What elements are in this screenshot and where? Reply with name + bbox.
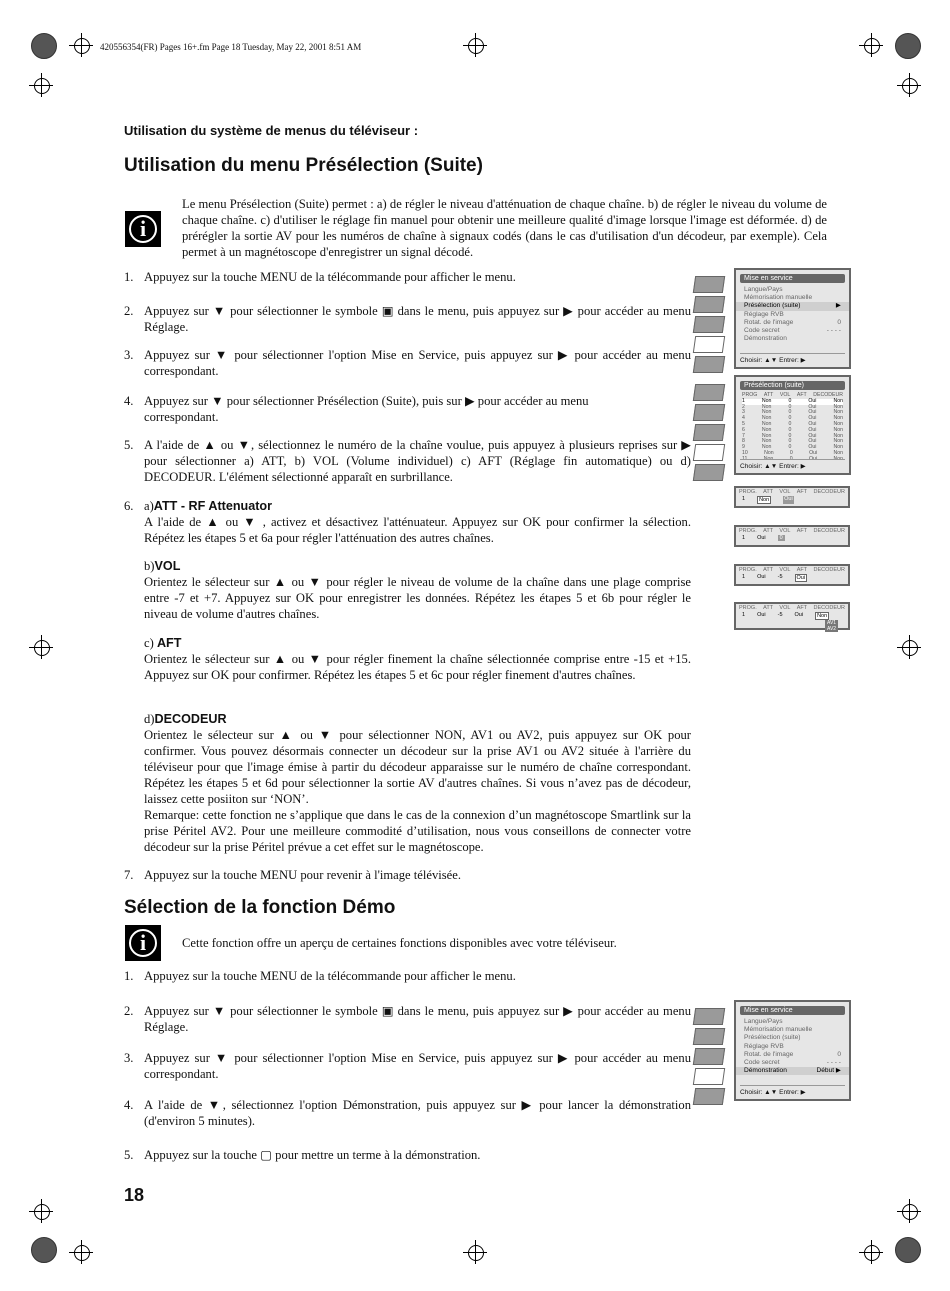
channel-cell: Non	[833, 420, 843, 427]
aft-bar: PROG. ATT VOL AFT DECODEUR 1 Oui -5 Oui	[734, 564, 850, 586]
channel-cell: Non	[833, 455, 843, 462]
channel-table	[736, 393, 849, 463]
picture-tab-icon	[693, 384, 725, 401]
sub-aft: c) AFT Orientez le sélecteur sur ▲ ou ▼ pour régler finement la chaîne sélectionnée comprise entre -15 et +15. Appuyez sur OK pour confirmer. Répétez les étapes 5 et 6c pour régler finement d'autres chaînes.	[144, 636, 691, 682]
info-icon: i	[125, 211, 161, 247]
channel-table-header: PROG ATT VOL AFT DECODEUR	[742, 392, 843, 398]
menu-item: Code secret - - - -	[744, 1059, 841, 1067]
registration-mark-icon	[902, 640, 918, 656]
registration-mark-icon	[468, 1245, 484, 1261]
channel-cell: Non	[761, 444, 772, 451]
menu-item: Mémorisation manuelle	[744, 1026, 813, 1034]
channel-cell: 3	[742, 409, 745, 416]
channel-cell: Oui	[809, 449, 818, 456]
menu-item: Mémorisation manuelle	[744, 294, 813, 302]
sound-tab-icon	[693, 1028, 725, 1045]
channel-cell: 4	[742, 415, 745, 422]
channel-cell: Non	[833, 432, 843, 439]
menu-item-selected: Présélection (suite) ▶	[736, 302, 849, 310]
channel-cell: 1	[742, 397, 745, 404]
menu-item-selected: Démonstration Début ▶	[736, 1067, 849, 1075]
menu-item: Langue/Pays	[744, 286, 783, 293]
channel-cell: Non	[833, 415, 843, 422]
channel-cell: Non	[761, 432, 772, 439]
teletext-tab-icon	[693, 1088, 725, 1105]
menu-footer: Choisir: ▲▼ Entrer: ▶	[740, 353, 845, 364]
teletext-tab-icon	[693, 464, 725, 481]
sound-tab-icon	[693, 404, 725, 421]
channel-cell: 0	[789, 449, 793, 456]
section-label: Utilisation du système de menus du téléviseur :	[124, 123, 419, 138]
menu-setup-demo-panel	[734, 1000, 851, 1101]
menu-footer: Choisir: ▲▼ Entrer: ▶	[740, 1085, 845, 1096]
file-header-meta: 420556354(FR) Pages 16+.fm Page 18 Tuesday, May 22, 2001 8:51 AM	[100, 42, 362, 52]
channel-cell: 7	[742, 432, 745, 439]
registration-mark-icon	[864, 38, 880, 54]
channel-cell: Oui	[808, 438, 817, 445]
channel-cell: 0	[788, 438, 792, 445]
channel-cell: Non	[833, 397, 843, 404]
channel-cell: 0	[788, 426, 792, 433]
preselection-panel	[734, 375, 851, 475]
step-7: 7. Appuyez sur la touche MENU pour revenir à l'image télévisée.	[124, 868, 462, 882]
channel-cell: Oui	[808, 455, 818, 462]
channel-cell: Oui	[808, 397, 817, 404]
channel-cell: 2	[742, 403, 745, 410]
sub-vol: b)VOL Orientez le sélecteur sur ▲ ou ▼ pour régler le niveau de volume de la chaîne dans une plage comprise entre -7 et +7. Appuyez sur OK pour enregistrer les données. Répétez les étapes 5 et 6b pour régler le niveau de volume d'autres chaînes.	[144, 559, 691, 621]
page-number: 18	[124, 1185, 145, 1205]
channel-cell: Non	[833, 403, 843, 410]
channel-cell: Non	[833, 444, 843, 451]
menu-item: Présélection (suite)	[744, 1034, 801, 1042]
menu-item: Code secret - - - -	[744, 327, 841, 335]
registration-mark-icon	[34, 1204, 50, 1220]
channel-rows	[742, 399, 843, 463]
channel-cell: 0	[788, 444, 792, 451]
channel-cell: 0	[788, 420, 792, 427]
channel-cell: Non	[833, 409, 843, 416]
registration-mark-icon	[74, 38, 90, 54]
channel-cell: Non	[761, 397, 772, 404]
features-tab-icon	[693, 424, 725, 441]
sub-att: a)ATT - RF Attenuator A l'aide de ▲ ou ▼ , activez et désactivez l'atténuateur. Appuyez sur OK pour confirmer la sélection. Répétez les étapes 5 et 6a pour régler l'atténuation des autres chaînes.	[144, 499, 691, 545]
demo-step-4: 4. A l'aide de ▼, sélectionnez l'option Démonstration, puis appuyez sur ▶ pour lancer la démonstration (d'environ 5 minutes).	[124, 1098, 691, 1128]
features-tab-icon	[693, 1048, 725, 1065]
demo-step-5: 5. Appuyez sur la touche ▢ pour mettre un terme à la démonstration.	[124, 1148, 481, 1162]
channel-cell: 0	[788, 415, 792, 422]
channel-cell: 9	[742, 444, 745, 451]
channel-cell: Oui	[808, 426, 817, 433]
picture-tab-icon	[693, 1008, 725, 1025]
menu-title: Présélection (suite)	[740, 381, 845, 390]
channel-cell: Non	[833, 449, 843, 456]
channel-cell: Non	[833, 438, 843, 445]
channel-cell: 8	[742, 438, 745, 445]
channel-cell: Oui	[808, 432, 817, 439]
channel-cell: Non	[761, 415, 772, 422]
demo-step-1: 1. Appuyez sur la touche MENU de la télécommande pour afficher le menu.	[124, 969, 516, 983]
setup-tab-icon	[693, 444, 725, 461]
menu-item: Langue/Pays	[744, 1018, 783, 1025]
menu-item: Rotat. de l'image 0	[744, 1050, 841, 1058]
menu-setup-panel	[734, 268, 851, 369]
teletext-tab-icon	[693, 356, 725, 373]
channel-cell: 10	[742, 449, 748, 456]
menu-title: Mise en service	[740, 1006, 845, 1015]
decodeur-bar: PROG. ATT VOL AFT DECODEUR 1 Oui -5 Oui Non AV1 AV2	[734, 602, 850, 630]
vol-bar: PROG. ATT VOL AFT DECODEUR 1 Oui 0	[734, 525, 850, 547]
channel-cell: Non	[761, 426, 772, 433]
step-5: 5. A l'aide de ▲ ou ▼, sélectionnez le numéro de la chaîne voulue, puis appuyez à plusieurs reprises sur ▶ pour sélectionner a) ATT, b) VOL (Volume individuel) c) AFT (Réglage fin automatique) ou d) DECODEUR. L'élément sélectionné apparaît en surbrillance.	[124, 438, 691, 484]
menu-footer: Choisir: ▲▼ Entrer: ▶	[740, 459, 845, 470]
menu-tabs	[694, 1008, 724, 1108]
channel-cell: Oui	[808, 409, 817, 416]
channel-cell: 0	[788, 409, 792, 416]
menu-tabs	[694, 276, 724, 376]
channel-cell: Non	[764, 449, 774, 456]
info-icon: i	[125, 925, 161, 961]
channel-cell: 6	[742, 426, 745, 433]
menu-item: Démonstration	[744, 335, 787, 343]
crop-mark-icon	[895, 1237, 921, 1263]
setup-tab-icon	[693, 336, 725, 353]
channel-cell: Non	[761, 403, 772, 410]
registration-mark-icon	[34, 640, 50, 656]
picture-tab-icon	[693, 276, 725, 293]
channel-cell: Non	[761, 420, 772, 427]
channel-cell: 11	[742, 455, 748, 462]
registration-mark-icon	[864, 1245, 880, 1261]
sub-decodeur: d)DECODEUR Orientez le sélecteur sur ▲ ou ▼ pour sélectionner NON, AV1 ou AV2, puis appuyez sur OK pour confirmer. Vous pouvez désormais connecter un décodeur sur la prise AV1 ou AV2 située à l'arrière du téléviseur pour que l'image émise à partir du décodeur apparaisse sur le numéro de chaîne correspondant. Répétez les étapes 5 et 6d pour sélectionner la sortie AV d'autres chaînes. Si vous n’avez pas de décodeur, laissez cette posiiton sur ‘NON’. Remarque: cette fonction ne s’applique que dans le cas de la connexion d’un magnétoscope Smartlink sur la prise Péritel AV2. Pour une meilleure commodité d’utilisation, nous vous conseillons de connecter votre décodeur sur la prise Péritel prévue a cet effet sur le magnétoscope.	[144, 712, 691, 854]
menu-tabs	[694, 384, 724, 484]
preselection-heading: Utilisation du menu Présélection (Suite)	[124, 155, 483, 176]
step-2: 2. Appuyez sur ▼ pour sélectionner le symbole ▣ dans le menu, puis appuyez sur ▶ pour accéder au menu Réglage.	[124, 304, 691, 334]
channel-cell: 0	[788, 403, 792, 410]
channel-cell: Oui	[808, 444, 817, 451]
crop-mark-icon	[31, 1237, 57, 1263]
channel-cell: Oui	[808, 415, 817, 422]
registration-mark-icon	[74, 1245, 90, 1261]
channel-cell: Oui	[808, 403, 817, 410]
menu-title: Mise en service	[740, 274, 845, 283]
channel-cell: 0	[789, 455, 793, 462]
channel-cell: Non	[761, 438, 772, 445]
registration-mark-icon	[34, 78, 50, 94]
demo-step-2: 2. Appuyez sur ▼ pour sélectionner le symbole ▣ dans le menu, puis appuyez sur ▶ pour accéder au menu Réglage.	[124, 1004, 691, 1034]
menu-item: Rotat. de l'image 0	[744, 318, 841, 326]
channel-cell: 0	[788, 397, 792, 404]
registration-mark-icon	[902, 78, 918, 94]
registration-mark-icon	[902, 1204, 918, 1220]
channel-cell: Non	[763, 455, 774, 462]
crop-mark-icon	[895, 33, 921, 59]
step-1: 1. Appuyez sur la touche MENU de la télécommande pour afficher le menu.	[124, 270, 516, 284]
menu-item: Réglage RVB	[744, 1042, 784, 1050]
crop-mark-icon	[31, 33, 57, 59]
channel-cell: Non	[761, 409, 772, 416]
channel-cell: 0	[788, 432, 792, 439]
decodeur-options: AV1 AV2	[827, 620, 837, 632]
sound-tab-icon	[693, 296, 725, 313]
preselection-intro: Le menu Présélection (Suite) permet : a) de régler le niveau d'atténuation de chaque chaîne. b) de régler le niveau du volume de chaque chaîne. c) d'utiliser le réglage fin manuel pour obtenir une meilleure qualité d'image lorsque l'image est déformée. d) de prérégler la sortie AV pour les numéros de chaîne à signaux codés (dans le cas d'utilisation d'un décodeur, par exemple). Cela permet à un magnétoscope d'enregistrer un signal décodé.	[182, 197, 827, 259]
step-3: 3. Appuyez sur ▼ pour sélectionner l'option Mise en Service, puis appuyez sur ▶ pour accéder au menu correspondant.	[124, 348, 691, 378]
channel-cell: Non	[833, 426, 843, 433]
step-4: 4. Appuyez sur ▼ pour sélectionner Présélection (Suite), puis sur ▶ pour accéder au menu correspondant.	[124, 394, 589, 424]
demo-intro: Cette fonction offre un aperçu de certaines fonctions disponibles avec votre téléviseur.	[182, 936, 617, 950]
att-bar: PROG. ATT VOL AFT DECODEUR 1 Non Oui	[734, 486, 850, 508]
menu-item: Réglage RVB	[744, 310, 784, 318]
features-tab-icon	[693, 316, 725, 333]
demo-step-3: 3. Appuyez sur ▼ pour sélectionner l'option Mise en Service, puis appuyez sur ▶ pour accéder au menu correspondant.	[124, 1051, 691, 1081]
registration-mark-icon	[468, 38, 484, 54]
channel-cell: Oui	[808, 420, 817, 427]
channel-cell: 5	[742, 420, 745, 427]
demo-heading: Sélection de la fonction Démo	[124, 897, 396, 918]
setup-tab-icon	[693, 1068, 725, 1085]
